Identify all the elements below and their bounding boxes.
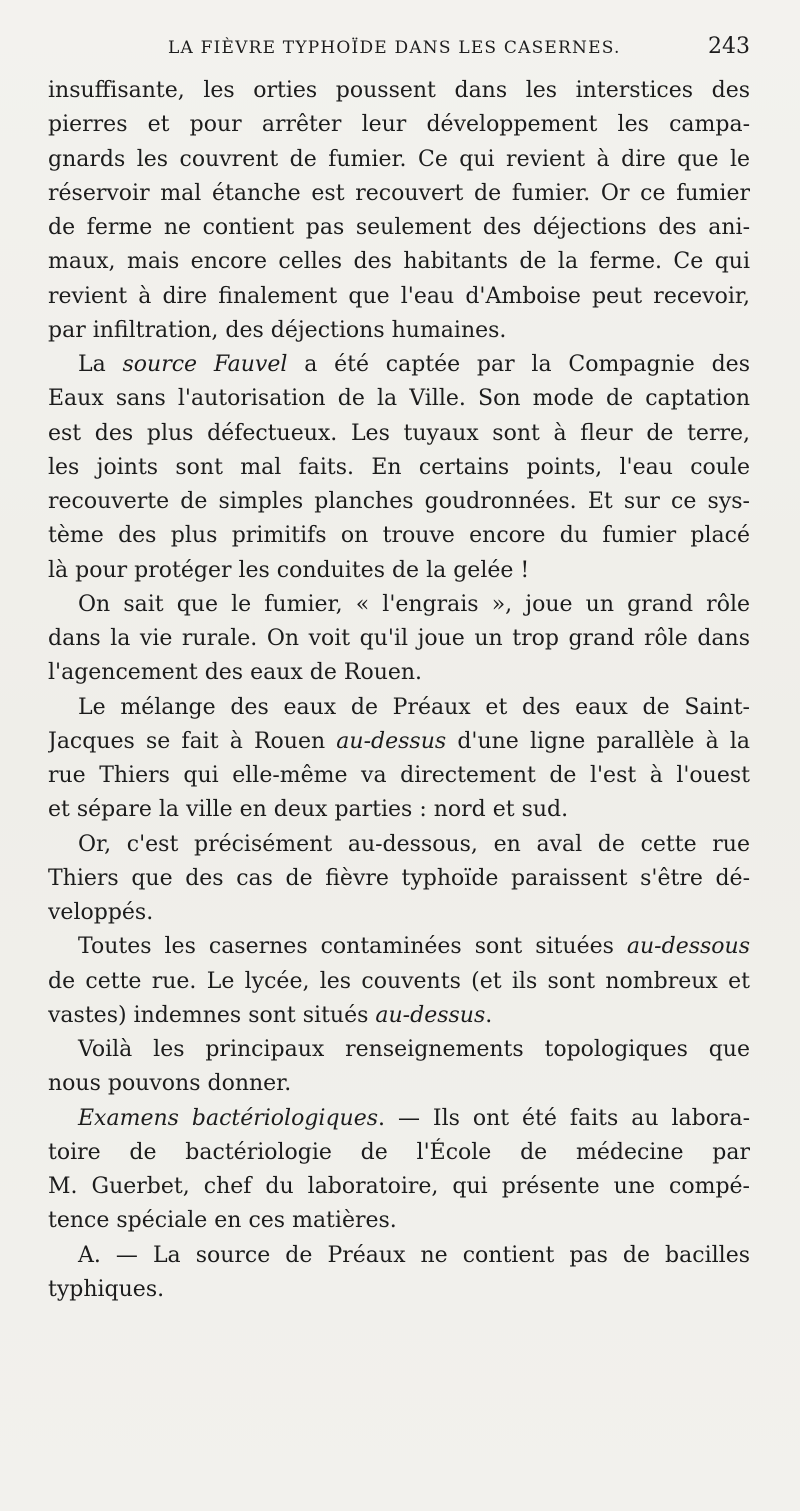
italic-text: au-dessus	[336, 728, 447, 754]
text-line: insuffisante, les orties poussent dans les interstices des	[48, 78, 750, 103]
text-line	[48, 999, 750, 1033]
body-text	[48, 74, 750, 1307]
text-line: nous pouvons donner.	[48, 1071, 292, 1097]
text-line: réservoir mal étanche est recouvert de fumier. Or ce fumier	[48, 180, 750, 206]
italic-text: source Fauvel	[122, 352, 288, 377]
text-line: tence spéciale en ces matières.	[48, 1208, 397, 1234]
text-line: par infiltration, des déjections humaines.	[48, 317, 507, 343]
text-line: toire de bactériologie de l'École de médecine par	[48, 1139, 750, 1165]
text-line: Eaux sans l'autorisation de la Ville. Son mode de captation	[48, 386, 750, 412]
text-segment: vastes) indemnes sont situés	[48, 1002, 376, 1028]
text-line: On sait que le fumier, « l'engrais », joue un grand rôle	[78, 591, 750, 617]
text-line	[48, 348, 750, 382]
text-line: rue Thiers qui elle-même va directement de l'est à l'ouest	[48, 763, 750, 788]
text-line: recouverte de simples planches goudronnées. Et sur ce sys-	[48, 489, 750, 514]
italic-text: au-dessus	[375, 1002, 486, 1028]
text-segment: La	[78, 352, 123, 377]
page-header	[48, 36, 750, 66]
text-segment: Toutes les casernes contaminées sont situées	[78, 934, 627, 960]
text-line: pierres et pour arrêter leur développement les campa-	[48, 112, 750, 138]
text-line: les joints sont mal faits. En certains points, l'eau coule	[48, 454, 750, 480]
text-line: tème des plus primitifs on trouve encore du fumier placé	[48, 523, 750, 549]
text-line: Voilà les principaux renseignements topologiques que	[78, 1037, 750, 1062]
text-line: A. — La source de Préaux ne contient pas de bacilles	[78, 1242, 750, 1268]
text-line: maux, mais encore celles des habitants de la ferme. Ce qui	[48, 249, 750, 275]
text-line: M. Guerbet, chef du laboratoire, qui présente une compé-	[48, 1174, 750, 1199]
text-segment: .	[485, 1002, 493, 1028]
text-line: gnards les couvrent de fumier. Ce qui revient à dire que le	[48, 146, 750, 172]
italic-text: au-dessous	[626, 934, 750, 960]
text-line	[48, 930, 750, 964]
page-number: 243	[708, 34, 750, 59]
text-line: et sépare la ville en deux parties : nord et sud.	[48, 797, 569, 823]
text-line: là pour protéger les conduites de la gelée !	[48, 557, 530, 583]
text-line: Or, c'est précisément au-dessous, en aval de cette rue	[78, 831, 750, 857]
text-line	[48, 1102, 750, 1136]
running-head: LA FIÈVRE TYPHOÏDE DANS LES CASERNES.	[168, 38, 621, 58]
text-line: revient à dire finalement que l'eau d'Amboise peut recevoir,	[48, 283, 750, 309]
text-line: veloppés.	[48, 900, 154, 925]
text-segment: . — Ils ont été faits au labora-	[378, 1105, 750, 1131]
text-segment: a été captée par la Compagnie des	[287, 352, 750, 377]
italic-text: Examens bactériologiques	[78, 1105, 379, 1131]
text-segment: d'une ligne parallèle à la	[446, 728, 750, 754]
text-line: de cette rue. Le lycée, les couvents (et ils sont nombreux et	[48, 968, 750, 994]
text-line: l'agencement des eaux de Rouen.	[48, 660, 423, 686]
text-line: Thiers que des cas de fièvre typhoïde paraissent s'être dé-	[48, 865, 750, 891]
text-line	[48, 725, 750, 759]
text-line: typhiques.	[48, 1276, 165, 1302]
text-line: de ferme ne contient pas seulement des déjections des ani-	[48, 215, 750, 240]
text-line: est des plus défectueux. Les tuyaux sont à fleur de terre,	[48, 420, 750, 446]
text-line: Le mélange des eaux de Préaux et des eaux de Saint-	[78, 694, 750, 720]
text-line: dans la vie rurale. On voit qu'il joue un trop grand rôle dans	[48, 626, 750, 651]
text-segment: Jacques se fait à Rouen	[48, 728, 337, 754]
